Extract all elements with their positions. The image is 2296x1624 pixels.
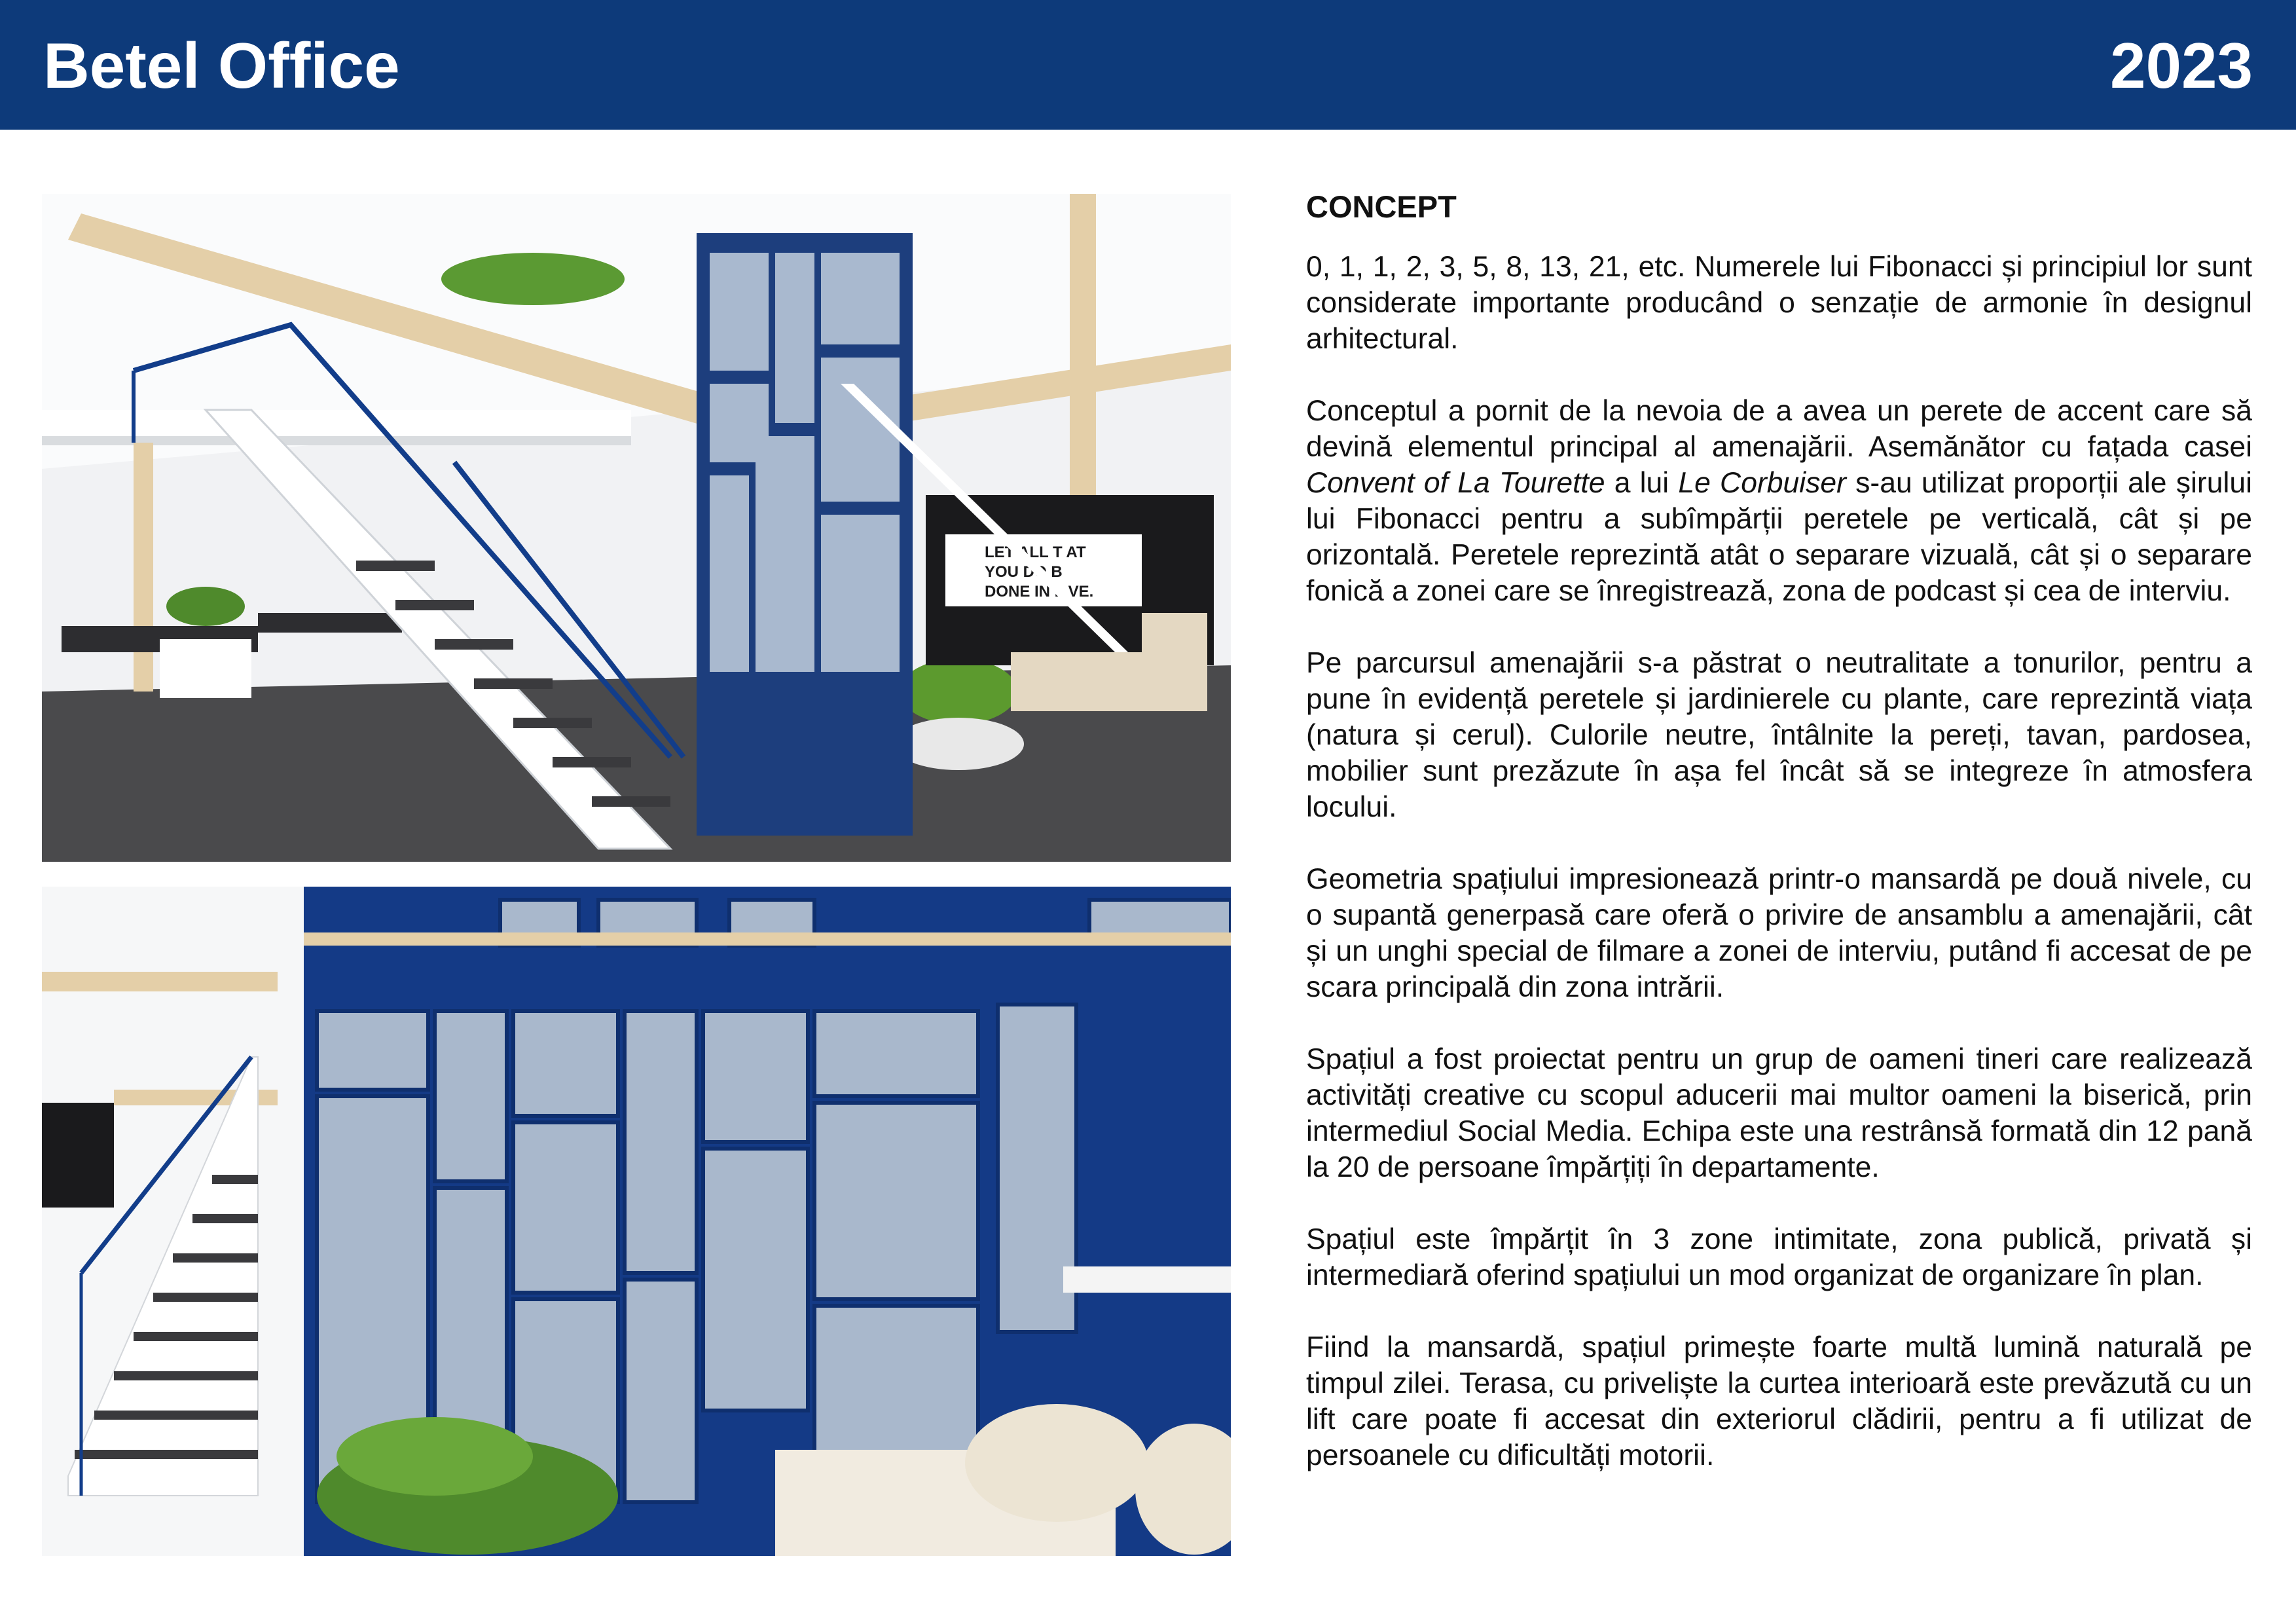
concept-paragraph-3: Pe parcursul amenajării s-a păstrat o neutralitate a tonurilor, pentru a pune în evidență peretele și jardinierele cu plante, care reprezintă viața (natura și cerul). Culorile neutre, întâlnite la pereți, tavan, pardosea, mobilier sunt prezăzute în așa fel încât să se integreze în atmosfera locului. — [1306, 647, 2252, 823]
concept-paragraph-4: Geometria spațiului impresionează printr-o mansardă pe două nivele, cu o supantă generpasă care oferă o privire de ansamblu a amenajării, cât și un unghi special de filmare a zonei de interviu, putând fi accesat de pe scara principală din zona intrării. — [1306, 863, 2252, 1003]
interior-render-glass-wall-icon — [42, 887, 1231, 1556]
page-header — [0, 0, 2296, 130]
concept-p2-text-a: Conceptul a pornit de la nevoia de a avea un perete de accent care să devină elementul principal al amenajării. Asemănător cu fațada casei — [1306, 395, 2252, 463]
sign-text-line2: YOU DO B — [985, 563, 1063, 581]
concept-p2-italic-architect: Le Corbuiser — [1678, 467, 1846, 499]
render-staircase-illustration — [42, 194, 1231, 862]
sign-text-line1: LET ALL T AT — [985, 544, 1086, 561]
concept-paragraph-2 — [1306, 393, 2252, 609]
project-title: Betel Office — [43, 29, 400, 101]
interior-render-staircase-icon — [42, 194, 1231, 862]
concept-paragraph-5: Spațiul a fost proiectat pentru un grup de oameni tineri care realizează activități creative cu scopul aducerii mai multor oameni la biserică, prin intermediul Social Media. Echipa este una restrânsă formată din 12 pană la 20 de persoane împărțiți în departamente. — [1306, 1043, 2252, 1183]
render-glass-wall-illustration — [42, 887, 1231, 1556]
concept-p2-text-e: s-au utilizat proporții ale șirului lui Fibonacci pentru a subîmpărții peretele pe verticală, cât și pe orizontală. Peretele reprezintă atât o separare vizuală, cât și o separare fonică a zonei care se înregistrează, zona de podcast și cea de interviu. — [1306, 467, 2252, 607]
concept-section — [1306, 189, 2252, 1473]
concept-heading: CONCEPT — [1306, 189, 1457, 224]
concept-paragraph-1: 0, 1, 1, 2, 3, 5, 8, 13, 21, etc. Numerele lui Fibonacci și principiul lor sunt considerate importante producând o senzație de armonie în designul arhitectural. — [1306, 251, 2252, 355]
concept-p2-text-c: a lui — [1605, 467, 1679, 499]
concept-paragraph-7: Fiind la mansardă, spațiul primește foarte multă lumină naturală pe timpul zilei. Terasa, cu priveliște la curtea interioară este prevăzută cu un lift care poate fi accesat din exteriorul clădirii, pentru a fi utilizat de persoanele cu dificultăți motorii. — [1306, 1331, 2252, 1471]
sign-text-line3: DONE IN L VE. — [985, 583, 1094, 600]
concept-paragraph-6: Spațiul este împărțit în 3 zone intimitate, zona publică, privată și intermediară oferind spațiului un mod organizat de organizare în plan. — [1306, 1223, 2252, 1291]
project-year: 2023 — [2109, 29, 2253, 101]
concept-p2-italic-building: Convent of La Tourette — [1306, 467, 1605, 499]
